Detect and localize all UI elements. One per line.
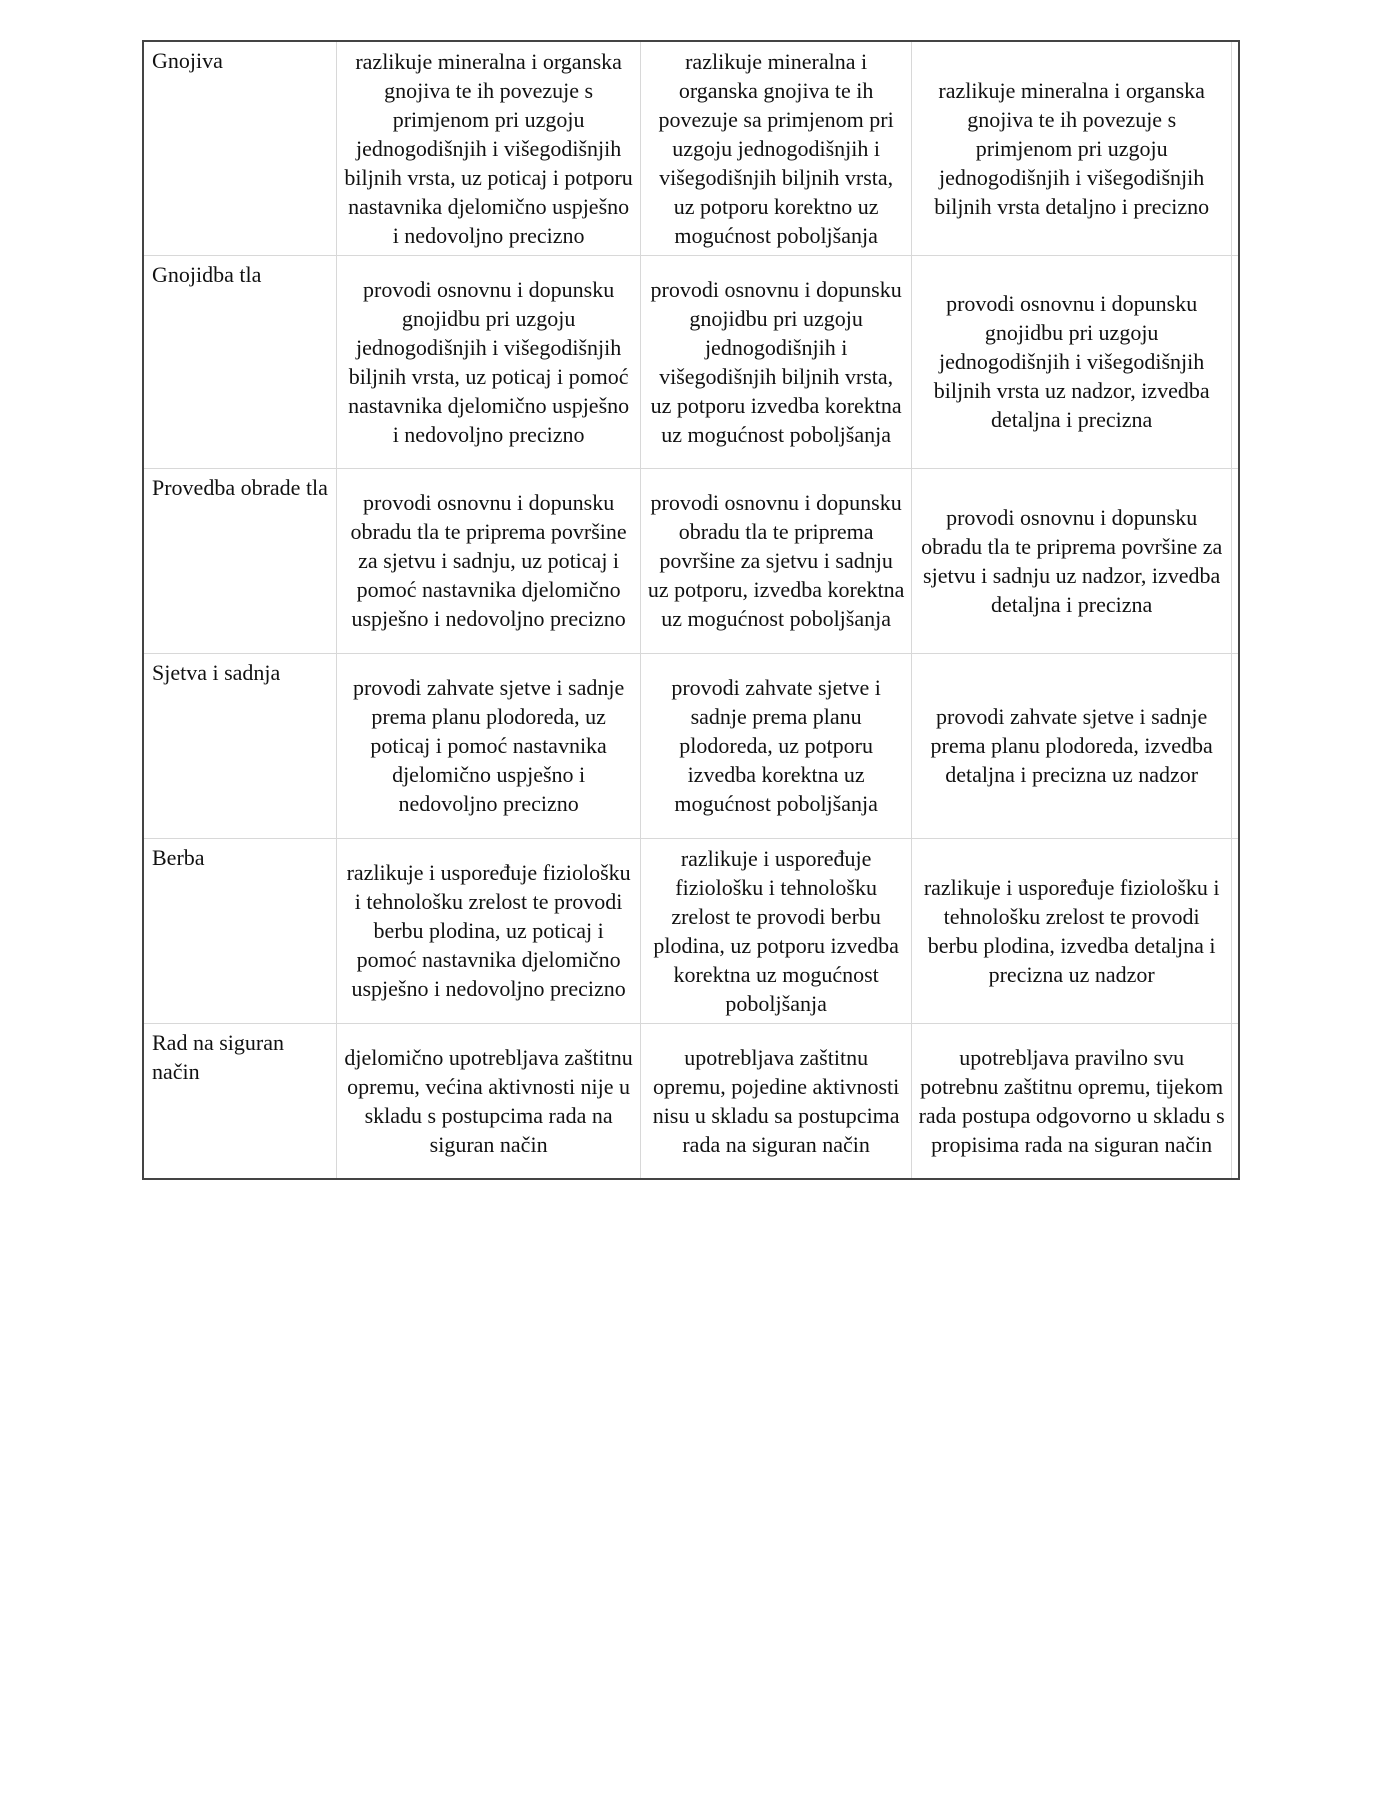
- level-1-cell: razlikuje mineralna i organska gnojiva te ih povezuje s primjenom pri uzgoju jednogodišnjih i višegodišnjih biljnih vrsta, uz poticaj i potporu nastavnika djelomično uspješno i nedovoljno precizno: [337, 41, 641, 255]
- table-row: [143, 653, 1239, 838]
- table-row: [143, 1023, 1239, 1179]
- criterion-label: Gnojidba tla: [143, 255, 337, 468]
- level-2-cell: razlikuje i uspoređuje fiziološku i tehnološku zrelost te provodi berbu plodina, uz potporu izvedba korektna uz mogućnost poboljšanja: [640, 838, 911, 1023]
- criterion-label: Gnojiva: [143, 41, 337, 255]
- criterion-label: Provedba obrade tla: [143, 468, 337, 653]
- level-1-cell: provodi osnovnu i dopunsku gnojidbu pri uzgoju jednogodišnjih i višegodišnjih biljnih vrsta, uz poticaj i pomoć nastavnika djelomično uspješno i nedovoljno precizno: [337, 255, 641, 468]
- level-3-cell: provodi zahvate sjetve i sadnje prema planu plodoreda, izvedba detaljna i precizna uz nadzor: [912, 653, 1232, 838]
- level-3-cell: upotrebljava pravilno svu potrebnu zaštitnu opremu, tijekom rada postupa odgovorno u skladu s propisima rada na siguran način: [912, 1023, 1232, 1179]
- level-2-cell: provodi osnovnu i dopunsku obradu tla te priprema površine za sjetvu i sadnju uz potporu, izvedba korektna uz mogućnost poboljšanja: [640, 468, 911, 653]
- level-1-cell: djelomično upotrebljava zaštitnu opremu, većina aktivnosti nije u skladu s postupcima rada na siguran način: [337, 1023, 641, 1179]
- table-edge-cell: [1231, 41, 1239, 255]
- level-3-cell: provodi osnovnu i dopunsku obradu tla te priprema površine za sjetvu i sadnju uz nadzor, izvedba detaljna i precizna: [912, 468, 1232, 653]
- table-row: [143, 468, 1239, 653]
- level-2-cell: provodi osnovnu i dopunsku gnojidbu pri uzgoju jednogodišnjih i višegodišnjih biljnih vrsta, uz potporu izvedba korektna uz mogućnost poboljšanja: [640, 255, 911, 468]
- level-1-cell: provodi osnovnu i dopunsku obradu tla te priprema površine za sjetvu i sadnju, uz poticaj i pomoć nastavnika djelomično uspješno i nedovoljno precizno: [337, 468, 641, 653]
- table-edge-cell: [1231, 1023, 1239, 1179]
- table-edge-cell: [1231, 468, 1239, 653]
- table-row: [143, 838, 1239, 1023]
- level-2-cell: razlikuje mineralna i organska gnojiva te ih povezuje sa primjenom pri uzgoju jednogodišnjih i višegodišnjih biljnih vrsta, uz potporu korektno uz mogućnost poboljšanja: [640, 41, 911, 255]
- criterion-label: Sjetva i sadnja: [143, 653, 337, 838]
- level-3-cell: razlikuje i uspoređuje fiziološku i tehnološku zrelost te provodi berbu plodina, izvedba detaljna i precizna uz nadzor: [912, 838, 1232, 1023]
- table-row: [143, 41, 1239, 255]
- criterion-label: Berba: [143, 838, 337, 1023]
- criterion-label: Rad na siguran način: [143, 1023, 337, 1179]
- level-2-cell: provodi zahvate sjetve i sadnje prema planu plodoreda, uz potporu izvedba korektna uz mogućnost poboljšanja: [640, 653, 911, 838]
- table-edge-cell: [1231, 255, 1239, 468]
- level-3-cell: provodi osnovnu i dopunsku gnojidbu pri uzgoju jednogodišnjih i višegodišnjih biljnih vrsta uz nadzor, izvedba detaljna i precizna: [912, 255, 1232, 468]
- level-1-cell: razlikuje i uspoređuje fiziološku i tehnološku zrelost te provodi berbu plodina, uz poticaj i pomoć nastavnika djelomično uspješno i nedovoljno precizno: [337, 838, 641, 1023]
- level-3-cell: razlikuje mineralna i organska gnojiva te ih povezuje s primjenom pri uzgoju jednogodišnjih i višegodišnjih biljnih vrsta detaljno i precizno: [912, 41, 1232, 255]
- table-edge-cell: [1231, 838, 1239, 1023]
- table-row: [143, 255, 1239, 468]
- table-edge-cell: [1231, 653, 1239, 838]
- level-2-cell: upotrebljava zaštitnu opremu, pojedine aktivnosti nisu u skladu sa postupcima rada na siguran način: [640, 1023, 911, 1179]
- assessment-rubric-table: [142, 40, 1240, 1180]
- level-1-cell: provodi zahvate sjetve i sadnje prema planu plodoreda, uz poticaj i pomoć nastavnika djelomično uspješno i nedovoljno precizno: [337, 653, 641, 838]
